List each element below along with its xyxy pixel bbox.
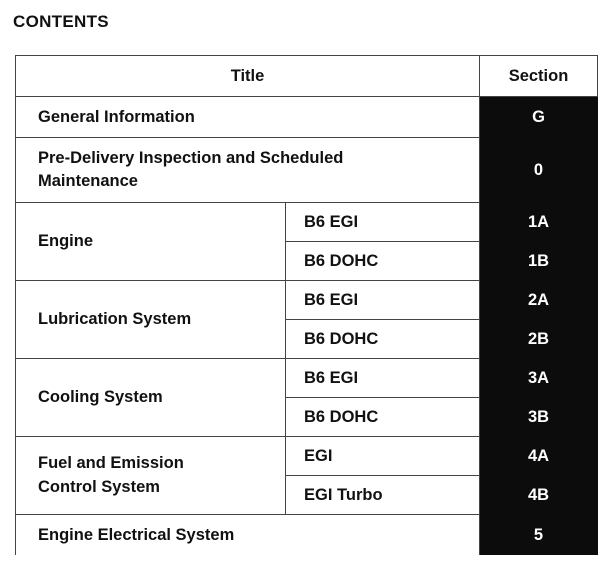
row-title <box>16 138 480 203</box>
section-code: 5 <box>480 515 598 556</box>
sub-label: B6 DOHC <box>286 398 480 437</box>
section-code: G <box>480 97 598 138</box>
table-row-engine-egi <box>16 203 598 242</box>
sub-label: B6 EGI <box>286 359 480 398</box>
row-title <box>16 437 286 515</box>
row-title: Engine <box>16 203 286 281</box>
row-title: Lubrication System <box>16 281 286 359</box>
row-title: General Information <box>16 97 480 138</box>
sub-label: B6 DOHC <box>286 242 480 281</box>
table-row-cooling-egi <box>16 359 598 398</box>
section-code: 3B <box>480 398 598 437</box>
section-column-header: Section <box>480 56 598 97</box>
table-row-lubrication-egi <box>16 281 598 320</box>
title-column-header: Title <box>16 56 480 97</box>
sub-label: B6 EGI <box>286 281 480 320</box>
contents-table <box>15 55 598 555</box>
section-code: 3A <box>480 359 598 398</box>
sub-label: EGI Turbo <box>286 476 480 515</box>
table-row-fuel-egi <box>16 437 598 476</box>
table-row-engine-electrical <box>16 515 598 556</box>
row-title-line-1: Pre-Delivery Inspection and Scheduled <box>38 148 344 167</box>
section-code: 2B <box>480 320 598 359</box>
section-code: 2A <box>480 281 598 320</box>
row-title: Engine Electrical System <box>16 515 480 556</box>
table-row-pre-delivery <box>16 138 598 203</box>
sub-label: EGI <box>286 437 480 476</box>
page-heading: CONTENTS <box>13 12 109 31</box>
row-title-line-2: Control System <box>38 477 160 496</box>
header-row <box>16 56 598 97</box>
section-code: 4A <box>480 437 598 476</box>
row-title: Cooling System <box>16 359 286 437</box>
row-title-line-1: Fuel and Emission <box>38 454 184 473</box>
row-title-line-2: Maintenance <box>38 172 138 190</box>
section-code: 1B <box>480 242 598 281</box>
sub-label: B6 DOHC <box>286 320 480 359</box>
sub-label: B6 EGI <box>286 203 480 242</box>
section-code: 0 <box>480 138 598 203</box>
table-row-general-information <box>16 97 598 138</box>
section-code: 1A <box>480 203 598 242</box>
section-code: 4B <box>480 476 598 515</box>
